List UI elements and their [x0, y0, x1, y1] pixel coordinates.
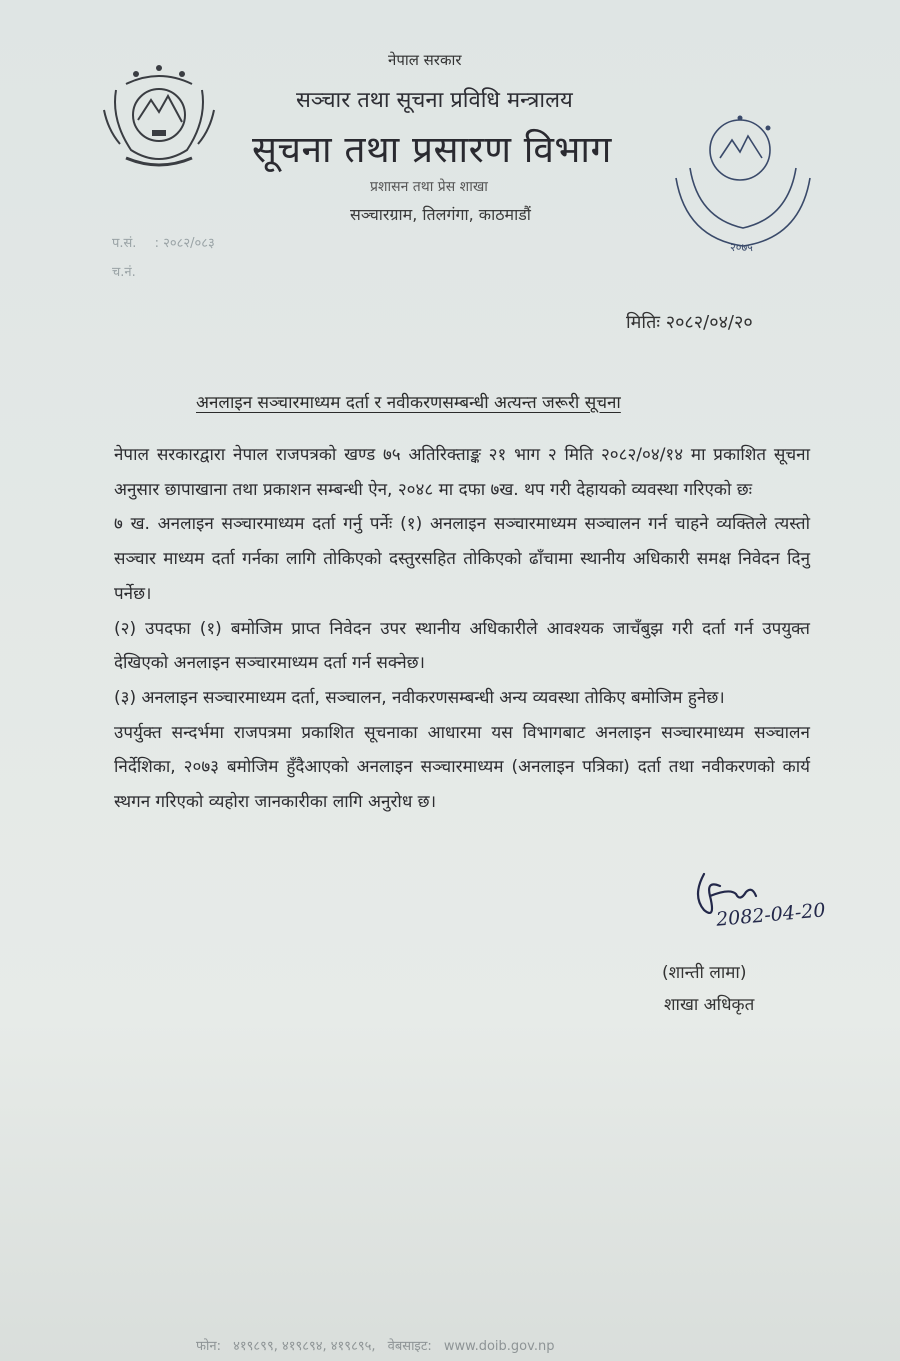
- office-address: सञ्चारग्राम, तिलगंगा, काठमाडौं: [350, 205, 531, 224]
- footer-contact: [196, 1336, 562, 1354]
- signature-date: 2082-04-20: [715, 899, 827, 931]
- stamp-year: २०७५: [730, 241, 753, 254]
- signatory-name: (शान्ती लामा): [662, 963, 747, 983]
- website-link: www.doib.gov.np: [443, 1339, 555, 1354]
- department-name: सूचना तथा प्रसारण विभाग: [252, 128, 612, 171]
- government-name: नेपाल सरकार: [388, 51, 462, 69]
- paragraph-clause-1: ७ ख. अनलाइन सञ्चारमाध्यम दर्ता गर्नु पर्नेः (१) अनलाइन सञ्चारमाध्यम सञ्चालन गर्न चाहने व्यक्तिले त्यस्तो सञ्चार माध्यम दर्ता गर्नका लागि तोकिएको दस्तुरसहित तोकिएको ढाँचामा स्थानीय अधिकारी समक्ष निवेदन दिनु पर्नेछ।: [114, 514, 810, 604]
- phone-label: फोन:: [196, 1339, 221, 1354]
- paragraph-conclusion: उपर्युक्त सन्दर्भमा राजपत्रमा प्रकाशित सूचनाका आधारमा यस विभागबाट अनलाइन सञ्चारमाध्यम सञ्चालन निर्देशिका, २०७३ बमोजिम हुँदैआएको अनलाइन सञ्चारमाध्यम (अनलाइन पत्रिका) दर्ता तथा नवीकरणको कार्य स्थगन गरिएको व्यहोरा जानकारीका लागि अनुरोध छ।: [114, 722, 810, 813]
- reference-number: [112, 233, 229, 251]
- section-name: प्रशासन तथा प्रेस शाखा: [370, 179, 488, 195]
- signatory-title: शाखा अधिकृत: [664, 995, 755, 1015]
- ministry-name: सञ्चार तथा सूचना प्रविधि मन्त्रालय: [296, 88, 573, 113]
- paragraph-intro: नेपाल सरकारद्वारा नेपाल राजपत्रको खण्ड ७५ अतिरिक्ताङ्क २१ भाग २ मिति २०८२/०४/१४ मा प्रकाशित सूचना अनुसार छापाखाना तथा प्रकाशन सम्बन्धी ऐन, २०४८ मा दफा ७ख. थप गरी देहायको व्यवस्था गरिएको छः: [114, 445, 810, 500]
- phone-numbers: ४१९८९९, ४१९८९४, ४१९८९५,: [233, 1339, 376, 1354]
- notice-title: अनलाइन सञ्चारमाध्यम दर्ता र नवीकरणसम्बन्धी अत्यन्त जरूरी सूचना: [196, 393, 621, 413]
- office-stamp-icon: [668, 108, 818, 258]
- chalani-label: च.नं.: [112, 265, 136, 280]
- letter-date: मितिः २०८२/०४/२०: [626, 312, 753, 333]
- nepal-emblem-logo: [96, 60, 222, 172]
- website-label: वेबसाइट:: [387, 1339, 432, 1354]
- patra-value: : २०८२/०८३: [154, 236, 215, 251]
- paragraph-clause-3: (३) अनलाइन सञ्चारमाध्यम दर्ता, सञ्चालन, नवीकरणसम्बन्धी अन्य व्यवस्था तोकिए बमोजिम हुनेछ।: [114, 687, 725, 708]
- notice-body: [114, 438, 810, 820]
- paragraph-clause-2: (२) उपदफा (१) बमोजिम प्राप्त निवेदन उपर स्थानीय अधिकारीले आवश्यक जाचँबुझ गरी दर्ता गर्न उपयुक्त देखिएको अनलाइन सञ्चारमाध्यम दर्ता गर्न सक्नेछ।: [114, 618, 810, 674]
- patra-label: प.सं.: [112, 236, 137, 251]
